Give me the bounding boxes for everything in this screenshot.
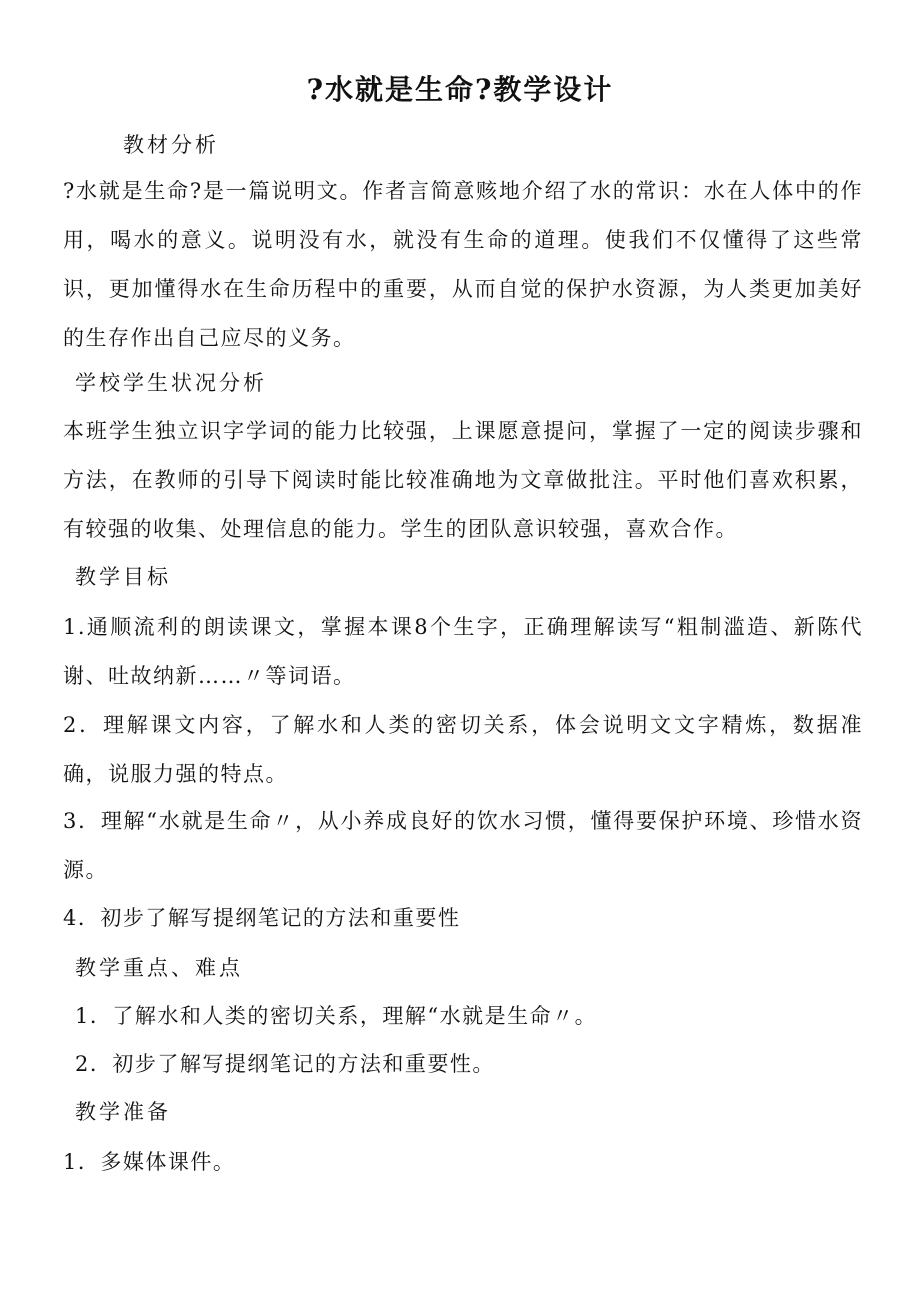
section-heading-material-analysis: 教材分析 [123,133,219,157]
section-heading-key-points: 教学重点、难点 [75,956,243,980]
document-title: ?水就是生命?教学设计 [306,73,614,106]
goal-item-4: 4．初步了解写提纲笔记的方法和重要性 [63,906,461,930]
section-heading-student-analysis: 学校学生状况分析 [75,371,267,395]
paragraph-student-analysis: 本班学生独立识字学词的能力比较强，上课愿意提问，掌握了一定的阅读步骤和方法，在教师的引导下阅读时能比较准确地为文章做批注。平时他们喜欢积累，有较强的收集、处理信息的能力。学生的团队意识较强，喜欢合作。 [63,419,863,541]
goal-item-2: 2．理解课文内容，了解水和人类的密切关系，体会说明文文字精炼，数据准确，说服力强的特点。 [63,713,863,786]
goal-item-3: 3．理解“水就是生命〃，从小养成良好的饮水习惯，懂得要保护环境、珍惜水资源。 [63,809,863,882]
key-point-item-2: 2．初步了解写提纲笔记的方法和重要性。 [75,1052,495,1076]
goal-item-1: 1.通顺流利的朗读课文，掌握本课8个生字，正确理解读写“粗制滥造、新陈代谢、吐故纳新……〃等词语。 [63,615,863,688]
section-heading-preparation: 教学准备 [75,1100,171,1124]
paragraph-material-analysis: ?水就是生命?是一篇说明文。作者言简意赅地介绍了水的常识：水在人体中的作用，喝水的意义。说明没有水，就没有生命的道理。使我们不仅懂得了这些常识，更加懂得水在生命历程中的重要，从而自觉的保护水资源，为人类更加美好的生存作出自己应尽的义务。 [63,179,863,350]
preparation-item-1: 1．多媒体课件。 [63,1150,236,1174]
section-heading-goals: 教学目标 [75,565,171,589]
key-point-item-1: 1．了解水和人类的密切关系，理解“水就是生命〃。 [75,1004,598,1028]
